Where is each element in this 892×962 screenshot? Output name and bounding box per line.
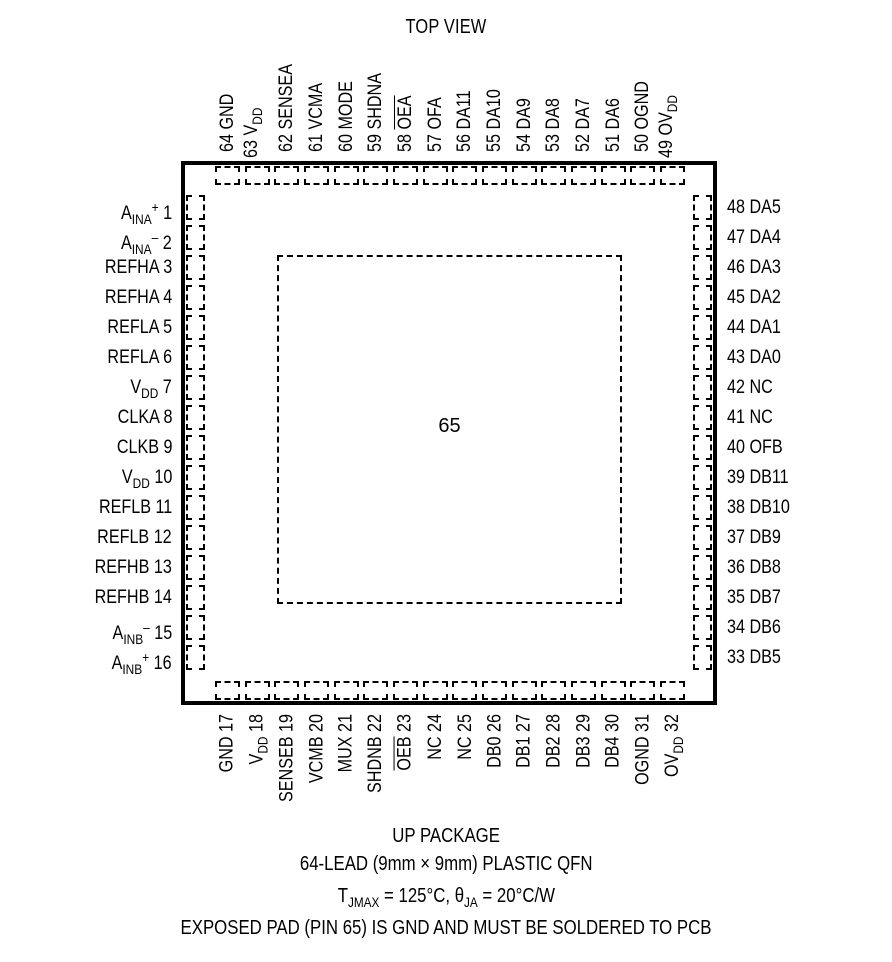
pin-label-16: $A_{INB}^+$ 16 xyxy=(111,649,172,677)
pin-pad-56 xyxy=(452,166,477,185)
pin-label-64: 64 GND xyxy=(217,93,238,152)
pin-pad-20 xyxy=(304,681,329,700)
pin-label-17: GND 17 xyxy=(217,714,238,773)
pin-label-39: 39 DB11 xyxy=(727,467,789,488)
pin-pad-19 xyxy=(274,681,299,700)
pin-label-26: DB0 26 xyxy=(484,714,506,768)
pin-pad-6 xyxy=(186,345,205,370)
pin-label-56: 56 DA11 xyxy=(454,90,476,152)
pin-label-60: 60 MODE xyxy=(335,81,357,152)
pin-pad-23 xyxy=(393,681,418,700)
pin-label-34: 34 DB6 xyxy=(727,617,781,638)
pin-pad-51 xyxy=(601,166,626,185)
pin-label-14: REFHB 14 xyxy=(94,587,172,608)
pin-pad-24 xyxy=(423,681,448,700)
pin-pad-57 xyxy=(423,166,448,185)
pin-label-51: 51 DA6 xyxy=(602,98,624,152)
pin-pad-5 xyxy=(186,315,205,340)
pin-pad-34 xyxy=(693,615,712,640)
pin-pad-43 xyxy=(693,345,712,370)
pin-label-9: CLKB 9 xyxy=(116,437,172,458)
pin-pad-33 xyxy=(693,645,712,670)
exposed-pad-label: 65 xyxy=(438,415,461,437)
pin-label-11: REFLB 11 xyxy=(98,497,172,518)
pin-label-13: REFHB 13 xyxy=(94,557,172,578)
pin-pad-9 xyxy=(186,435,205,460)
pin-label-36: 36 DB8 xyxy=(727,557,781,578)
pin-pad-30 xyxy=(601,681,626,700)
pin-pad-13 xyxy=(186,555,205,580)
pin-label-5: REFLA 5 xyxy=(107,317,172,338)
pin-label-23: $\overline{OEB}$ 23 xyxy=(395,714,417,771)
pin-label-18: $V_{DD}$ 18 xyxy=(246,714,271,765)
pin-label-24: NC 24 xyxy=(424,714,446,760)
diagram-title: TOP VIEW xyxy=(405,16,487,38)
pin-label-38: 38 DB10 xyxy=(727,497,790,518)
pin-pad-14 xyxy=(186,585,205,610)
pin-pad-2 xyxy=(186,225,205,250)
pin-pad-52 xyxy=(571,166,596,185)
pin-label-61: 61 VCMA xyxy=(306,82,327,152)
pin-pad-15 xyxy=(186,615,205,640)
pin-pad-12 xyxy=(186,525,205,550)
pin-pad-22 xyxy=(363,681,388,700)
pin-label-10: $V_{DD}$ 10 xyxy=(121,467,172,491)
pin-label-4: REFHA 4 xyxy=(104,287,172,308)
pin-pad-3 xyxy=(186,255,205,280)
pin-label-3: REFHA 3 xyxy=(104,257,172,278)
pin-label-53: 53 DA8 xyxy=(543,98,565,152)
pin-pad-27 xyxy=(512,681,537,700)
pin-pad-64 xyxy=(215,166,240,185)
pin-label-29: DB3 29 xyxy=(573,714,595,768)
pin-label-20: VCMB 20 xyxy=(306,714,328,784)
pin-label-25: NC 25 xyxy=(454,714,476,760)
pin-pad-53 xyxy=(541,166,566,185)
pin-label-6: REFLA 6 xyxy=(107,347,172,368)
pin-label-27: DB1 27 xyxy=(513,714,535,768)
pin-label-55: 55 DA10 xyxy=(484,89,506,152)
exposed-pad xyxy=(277,255,622,604)
caption-package-description: 64-LEAD (9mm × 9mm) PLASTIC QFN xyxy=(299,853,593,875)
pin-pad-37 xyxy=(693,525,712,550)
pin-label-32: $OV_{DD}$ 32 xyxy=(662,714,687,777)
pin-label-62: 62 SENSEA xyxy=(276,64,298,152)
pin-pad-1 xyxy=(186,195,205,220)
pin-label-57: 57 OFA xyxy=(424,97,446,152)
caption-package-name: UP PACKAGE xyxy=(392,825,500,847)
pin-pad-47 xyxy=(693,225,712,250)
pin-label-12: REFLB 12 xyxy=(97,527,172,548)
pin-pad-11 xyxy=(186,495,205,520)
pin-label-54: 54 DA9 xyxy=(513,98,535,152)
pin-label-28: DB2 28 xyxy=(543,714,565,768)
pin-label-47: 47 DA4 xyxy=(727,227,781,248)
pin-label-42: 42 NC xyxy=(727,377,773,398)
pin-pad-55 xyxy=(482,166,507,185)
pin-pad-41 xyxy=(693,405,712,430)
pin-pad-62 xyxy=(274,166,299,185)
pin-label-15: $A_{INB}^-$ 15 xyxy=(112,619,172,647)
pin-label-2: $A_{INA}^-$ 2 xyxy=(121,229,172,257)
pin-label-58: 58 $\overline{OEA}$ xyxy=(395,95,417,152)
pin-label-19: SENSEB 19 xyxy=(276,714,298,802)
pin-pad-10 xyxy=(186,465,205,490)
pin-pad-48 xyxy=(693,195,712,220)
pin-pad-44 xyxy=(693,315,712,340)
pin-label-46: 46 DA3 xyxy=(727,257,781,278)
pin-pad-17 xyxy=(215,681,240,700)
pin-pad-50 xyxy=(630,166,655,185)
pin-label-59: 59 SHDNA xyxy=(365,73,387,152)
pin-pad-29 xyxy=(571,681,596,700)
pin-label-43: 43 DA0 xyxy=(727,347,781,368)
caption-exposed-pad-note: EXPOSED PAD (PIN 65) IS GND AND MUST BE SOLDERED TO PCB xyxy=(180,917,712,939)
pin-label-33: 33 DB5 xyxy=(727,647,781,668)
pin-label-37: 37 DB9 xyxy=(727,527,781,548)
pin-label-7: $V_{DD}$ 7 xyxy=(130,377,172,401)
pin-pad-18 xyxy=(245,681,270,700)
pin-pad-58 xyxy=(393,166,418,185)
pin-label-50: 50 OGND xyxy=(632,81,654,152)
pin-label-63: 63 $V_{DD}$ xyxy=(240,107,265,158)
pin-label-31: OGND 31 xyxy=(632,714,654,785)
pin-pad-7 xyxy=(186,375,205,400)
pin-label-45: 45 DA2 xyxy=(727,287,781,308)
pin-pad-45 xyxy=(693,285,712,310)
pin-pad-42 xyxy=(693,375,712,400)
pin-pad-36 xyxy=(693,555,712,580)
pin-pad-63 xyxy=(245,166,270,185)
pin-pad-49 xyxy=(660,166,685,185)
pin-pad-28 xyxy=(541,681,566,700)
pin-pad-61 xyxy=(304,166,329,185)
pin-label-49: 49 $OV_{DD}$ xyxy=(656,95,681,158)
pin-label-21: MUX 21 xyxy=(335,714,357,773)
pin-label-41: 41 NC xyxy=(727,407,773,428)
pin-label-44: 44 DA1 xyxy=(727,317,781,338)
pin-pad-16 xyxy=(186,645,205,670)
pin-pad-26 xyxy=(482,681,507,700)
caption-thermal-specs: $T_{JMAX} = 125^\circ C$, $\theta_{JA} = 20^\circ C/W$ xyxy=(337,885,555,910)
pin-pad-25 xyxy=(452,681,477,700)
pin-pad-39 xyxy=(693,465,712,490)
pin-pad-35 xyxy=(693,585,712,610)
pin-pad-59 xyxy=(363,166,388,185)
pin-label-40: 40 OFB xyxy=(727,437,783,458)
pin-label-30: DB4 30 xyxy=(602,714,624,768)
pin-pad-40 xyxy=(693,435,712,460)
pin-label-8: CLKA 8 xyxy=(117,407,172,428)
pin-pad-8 xyxy=(186,405,205,430)
pin-label-48: 48 DA5 xyxy=(727,197,781,218)
pin-pad-60 xyxy=(334,166,359,185)
pin-pad-4 xyxy=(186,285,205,310)
pin-label-1: $A_{INA}^+$ 1 xyxy=(120,199,172,227)
pin-pad-46 xyxy=(693,255,712,280)
pin-pad-31 xyxy=(630,681,655,700)
pin-label-35: 35 DB7 xyxy=(727,587,781,608)
pin-label-52: 52 DA7 xyxy=(573,98,595,152)
pin-pad-32 xyxy=(660,681,685,700)
pin-pad-54 xyxy=(512,166,537,185)
pin-label-22: SHDNB 22 xyxy=(365,714,387,793)
pin-pad-21 xyxy=(334,681,359,700)
pin-pad-38 xyxy=(693,495,712,520)
